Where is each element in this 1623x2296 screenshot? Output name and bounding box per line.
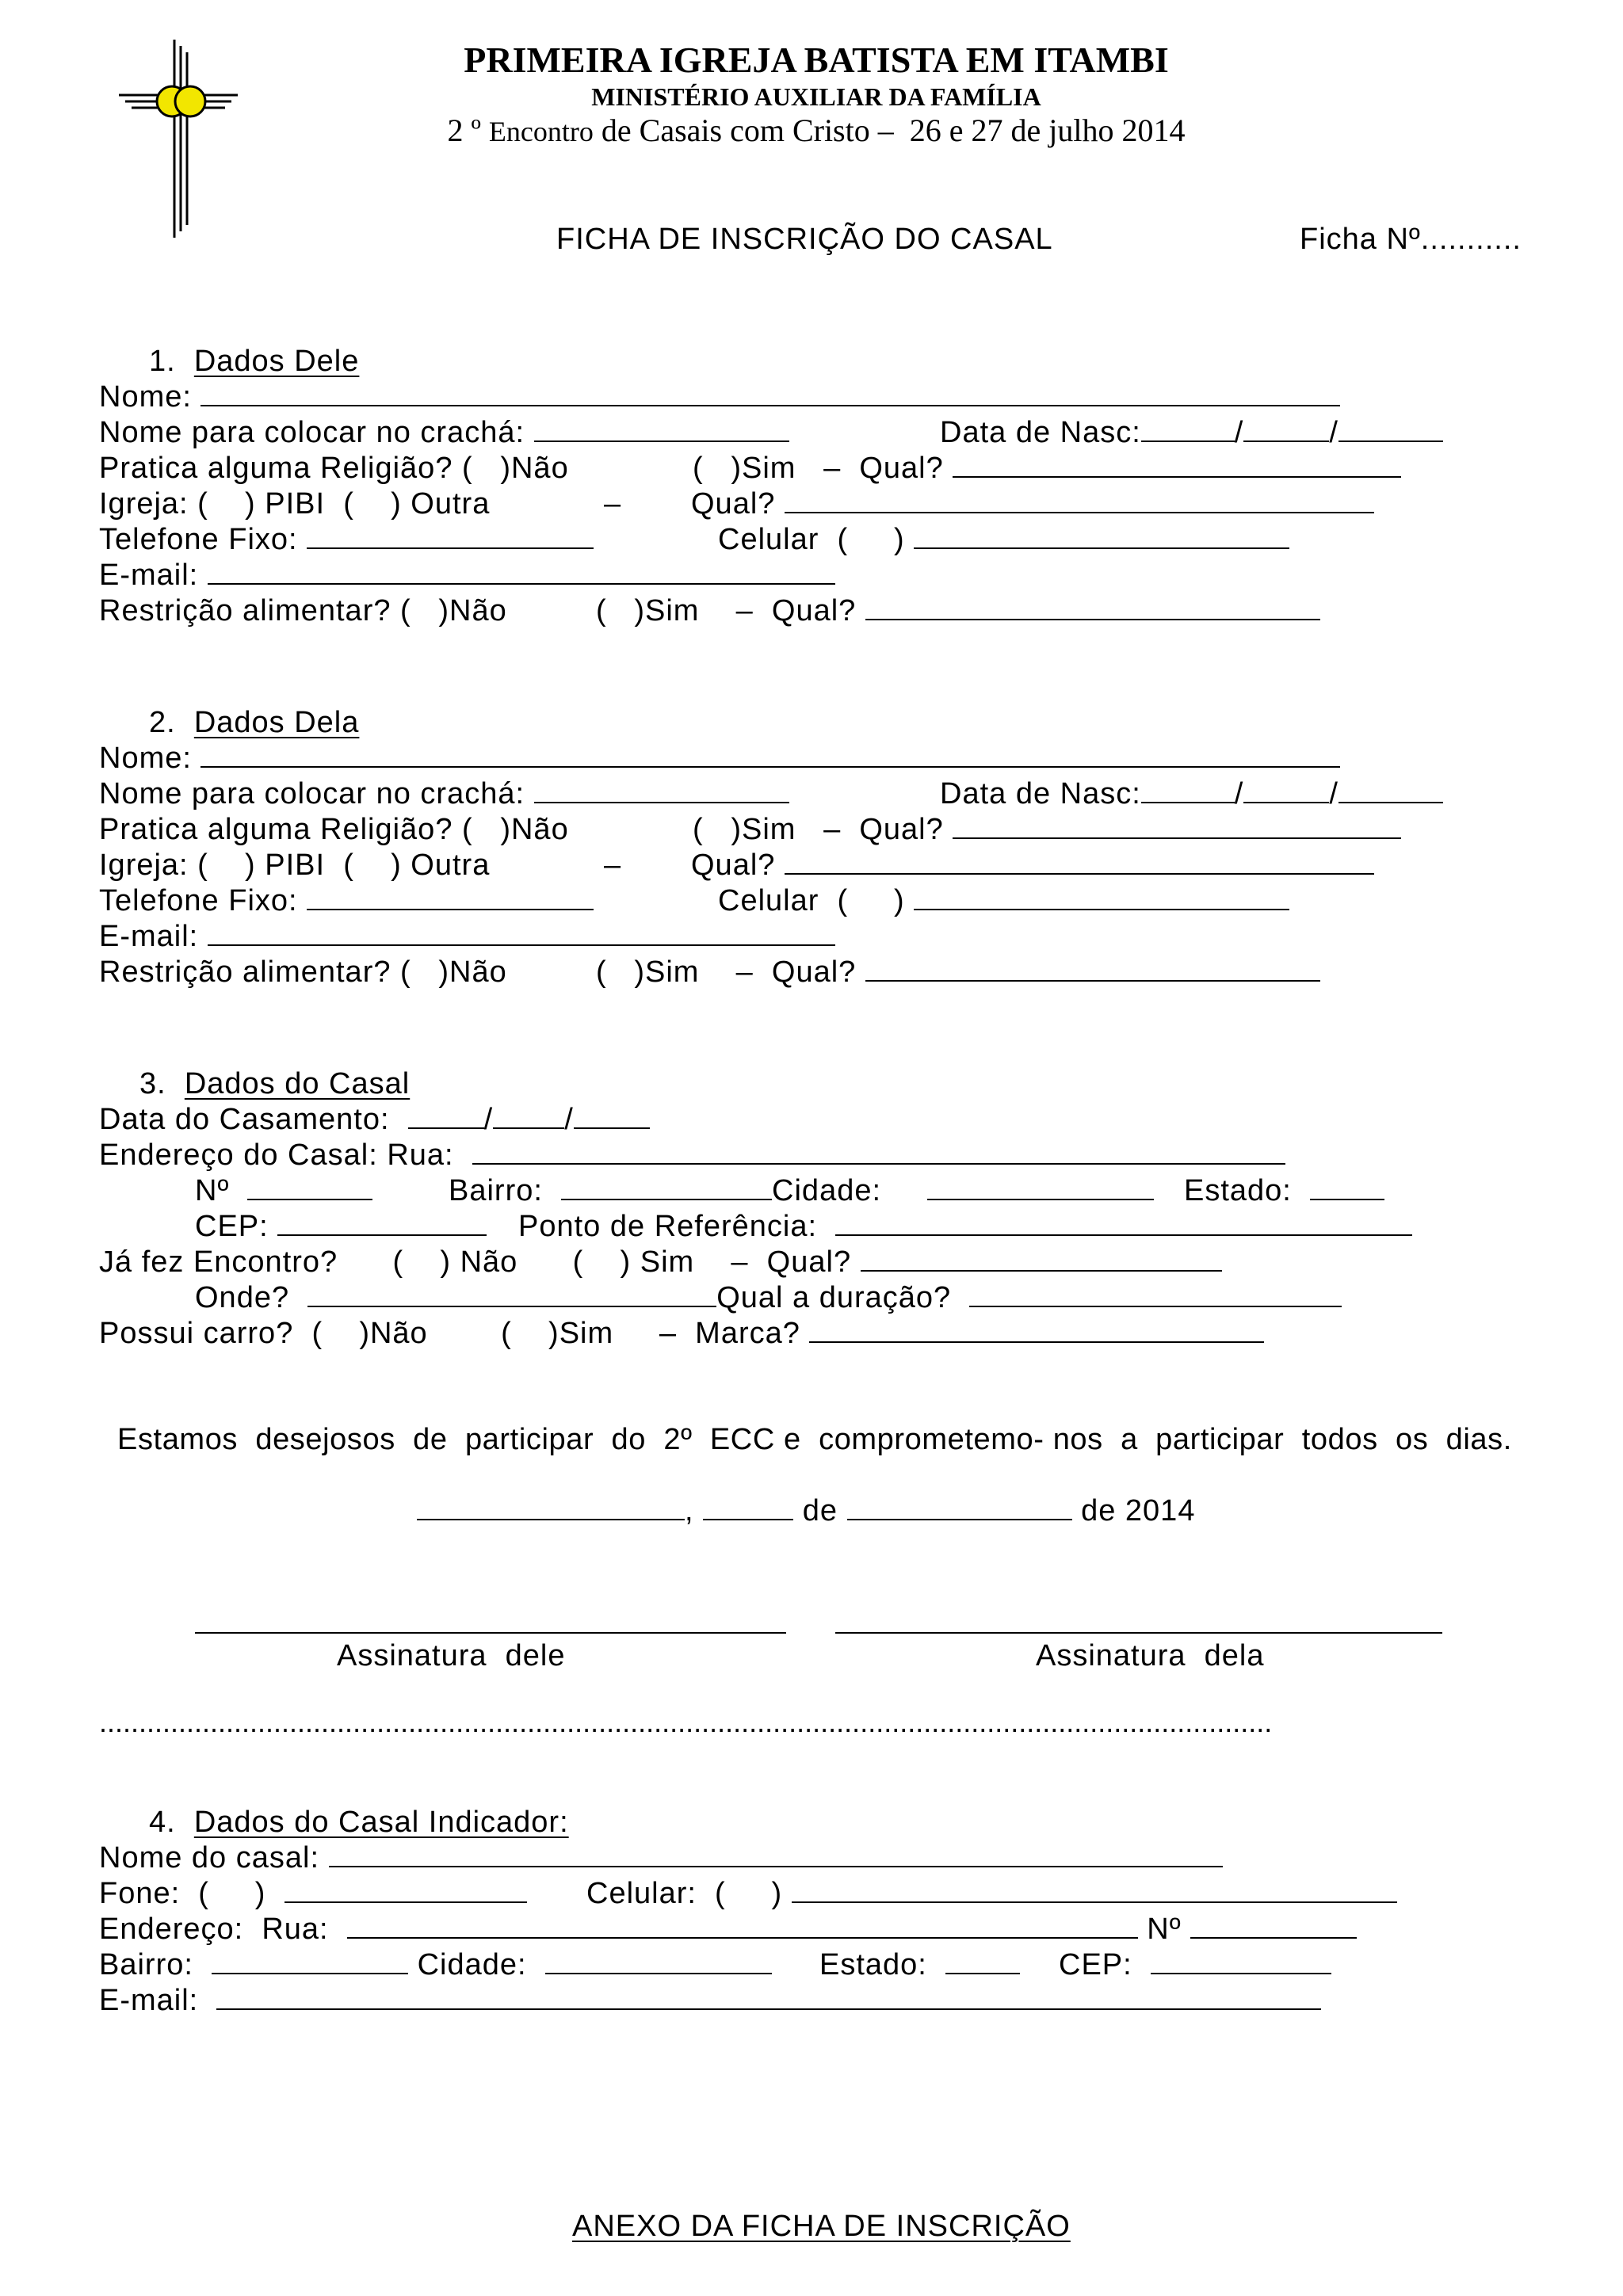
- section-indicador-heading: 4. Dados do Casal Indicador:: [149, 1806, 569, 1839]
- section-dele-heading: 1. Dados Dele: [149, 345, 360, 378]
- dela-religiao-sim: ( )Sim – Qual?: [693, 812, 1401, 847]
- cut-separator: ....................................................................................................................................................: [99, 1706, 1273, 1738]
- casal-referencia-field[interactable]: [835, 1211, 1412, 1236]
- casal-referencia-row: Ponto de Referência:: [518, 1209, 1412, 1244]
- date-month-field[interactable]: [847, 1495, 1072, 1520]
- signature-dela-label: Assinatura dela: [1036, 1639, 1265, 1672]
- casal-estado-row: Estado:: [1184, 1173, 1384, 1208]
- dele-religiao-row: Pratica alguma Religião? ( )Não: [99, 452, 569, 485]
- indicador-cidade-field[interactable]: [545, 1949, 772, 1974]
- indicador-estado-row: Estado:: [819, 1947, 1020, 1982]
- casal-numero-row: Nº: [195, 1173, 372, 1208]
- indicador-endereco-row: Endereço: Rua: Nº: [99, 1912, 1357, 1947]
- dela-telefone-row: Telefone Fixo:: [99, 883, 594, 918]
- indicador-celular-row: Celular: ( ): [586, 1876, 1397, 1911]
- dele-igreja-qual-field[interactable]: [785, 488, 1374, 513]
- casal-marca-field[interactable]: [809, 1318, 1264, 1343]
- dele-restricao-row: Restrição alimentar? ( )Não: [99, 594, 507, 627]
- casal-casamento-month[interactable]: [493, 1104, 564, 1129]
- dela-nasc-day[interactable]: [1141, 778, 1235, 803]
- dela-telefone-field[interactable]: [307, 885, 594, 910]
- dela-nome-field[interactable]: [200, 742, 1340, 768]
- ministry-name: MINISTÉRIO AUXILIAR DA FAMÍLIA: [591, 82, 1041, 111]
- dela-email-field[interactable]: [208, 921, 835, 946]
- casal-bairro-row: Bairro: Cidade:: [449, 1174, 882, 1207]
- dela-cracha-row: Nome para colocar no crachá:: [99, 776, 789, 811]
- dele-nasc-row: Data de Nasc: / /: [940, 415, 1443, 450]
- church-cross-logo: [119, 40, 246, 246]
- dele-nasc-year[interactable]: [1338, 417, 1443, 442]
- dela-celular-row: Celular ( ): [718, 883, 1289, 918]
- indicador-estado-field[interactable]: [945, 1949, 1020, 1974]
- indicador-email-row: E-mail:: [99, 1983, 1321, 2018]
- dela-nasc-year[interactable]: [1338, 778, 1443, 803]
- dela-igreja-qual-field[interactable]: [785, 849, 1374, 875]
- dela-religiao-row: Pratica alguma Religião? ( )Não: [99, 813, 569, 846]
- casal-casamento-day[interactable]: [408, 1104, 484, 1129]
- form-title: FICHA DE INSCRIÇÃO DO CASAL: [556, 223, 1053, 256]
- dele-religiao-qual-field[interactable]: [953, 452, 1401, 478]
- dele-telefone-row: Telefone Fixo:: [99, 522, 594, 557]
- declaration-text: Estamos desejosos de participar do 2º ECC e comprometemo- nos a participar todos os dias.: [117, 1423, 1512, 1456]
- dele-celular-field[interactable]: [914, 524, 1289, 549]
- indicador-nome-row: Nome do casal:: [99, 1840, 1223, 1875]
- ring-right-icon: [175, 86, 205, 116]
- casal-carro-row: Possui carro? ( )Não ( )Sim – Marca?: [99, 1316, 1264, 1351]
- indicador-cep-field[interactable]: [1151, 1949, 1331, 1974]
- casal-encontro-qual-field[interactable]: [861, 1246, 1222, 1272]
- dele-telefone-field[interactable]: [307, 524, 594, 549]
- dele-nome-row: Nome:: [99, 379, 1340, 414]
- casal-cep-row: CEP:: [195, 1209, 487, 1244]
- church-name: PRIMEIRA IGREJA BATISTA EM ITAMBI: [464, 40, 1169, 80]
- casal-casamento-row: Data do Casamento: / /: [99, 1102, 650, 1137]
- dela-restricao-sim: ( )Sim – Qual?: [596, 955, 1320, 990]
- dela-religiao-qual-field[interactable]: [953, 814, 1401, 839]
- date-line: , de de 2014: [417, 1493, 1195, 1528]
- indicador-bairro-field[interactable]: [212, 1949, 408, 1974]
- casal-casamento-year[interactable]: [574, 1104, 650, 1129]
- dela-celular-field[interactable]: [914, 885, 1289, 910]
- casal-estado-field[interactable]: [1310, 1175, 1384, 1200]
- dela-nasc-month[interactable]: [1243, 778, 1329, 803]
- dela-nome-row: Nome:: [99, 741, 1340, 776]
- indicador-numero-field[interactable]: [1190, 1913, 1357, 1939]
- signature-dela-line[interactable]: [835, 1632, 1442, 1634]
- dele-religiao-sim: ( )Sim – Qual?: [693, 451, 1401, 486]
- date-day-field[interactable]: [703, 1495, 793, 1520]
- casal-bairro-field[interactable]: [561, 1175, 772, 1200]
- dele-restricao-qual-field[interactable]: [865, 595, 1320, 620]
- casal-endereco-row: Endereço do Casal: Rua:: [99, 1138, 1285, 1173]
- dele-email-row: E-mail:: [99, 558, 835, 593]
- casal-cep-field[interactable]: [277, 1211, 487, 1236]
- event-subtitle: 2 º Encontro de Casais com Cristo – 26 e 27 de julho 2014: [447, 113, 1186, 148]
- dela-nasc-row: Data de Nasc: / /: [940, 776, 1443, 811]
- casal-cidade-field-wrap: [927, 1173, 1154, 1208]
- dela-igreja-dash: –: [604, 849, 622, 882]
- dele-nasc-day[interactable]: [1141, 417, 1235, 442]
- dele-restricao-sim: ( )Sim – Qual?: [596, 593, 1320, 628]
- casal-duracao-field[interactable]: [969, 1282, 1342, 1307]
- casal-cidade-field[interactable]: [927, 1175, 1154, 1200]
- dele-nome-field[interactable]: [200, 381, 1340, 406]
- indicador-nome-field[interactable]: [329, 1842, 1223, 1867]
- signature-dele-line[interactable]: [195, 1632, 786, 1634]
- section-dela-heading: 2. Dados Dela: [149, 706, 360, 739]
- dele-igreja-dash: –: [604, 487, 622, 521]
- casal-numero-field[interactable]: [247, 1175, 372, 1200]
- casal-onde-field[interactable]: [307, 1282, 716, 1307]
- casal-rua-field[interactable]: [472, 1139, 1285, 1165]
- dele-cracha-field[interactable]: [534, 417, 789, 442]
- annex-title: ANEXO DA FICHA DE INSCRIÇÃO: [572, 2210, 1071, 2243]
- dela-igreja-qual: Qual?: [691, 848, 1374, 883]
- casal-encontro-row: Já fez Encontro? ( ) Não ( ) Sim – Qual?: [99, 1245, 1222, 1280]
- dela-email-row: E-mail:: [99, 919, 835, 954]
- dela-igreja-row: Igreja: ( ) PIBI ( ) Outra: [99, 849, 491, 882]
- dele-igreja-qual: Qual?: [691, 486, 1374, 521]
- indicador-celular-field[interactable]: [792, 1878, 1397, 1903]
- dele-email-field[interactable]: [208, 559, 835, 585]
- indicador-fone-field[interactable]: [285, 1878, 527, 1903]
- dela-restricao-qual-field[interactable]: [865, 956, 1320, 982]
- dela-restricao-row: Restrição alimentar? ( )Não: [99, 955, 507, 989]
- indicador-email-field[interactable]: [216, 1985, 1321, 2010]
- indicador-cep-row: CEP:: [1059, 1947, 1331, 1982]
- dele-cracha-row: Nome para colocar no crachá:: [99, 415, 789, 450]
- indicador-bairro-row: Bairro: Cidade:: [99, 1947, 772, 1982]
- ficha-number: Ficha Nº...........: [1300, 223, 1522, 256]
- signature-dele-label: Assinatura dele: [337, 1639, 566, 1672]
- indicador-fone-row: Fone: ( ): [99, 1876, 527, 1911]
- dele-igreja-row: Igreja: ( ) PIBI ( ) Outra: [99, 487, 491, 521]
- dele-celular-row: Celular ( ): [718, 522, 1289, 557]
- dele-nasc-month[interactable]: [1243, 417, 1329, 442]
- section-casal-heading: 3. Dados do Casal: [139, 1067, 411, 1100]
- dela-cracha-field[interactable]: [534, 778, 789, 803]
- indicador-rua-field[interactable]: [347, 1913, 1138, 1939]
- date-city-field[interactable]: [417, 1495, 685, 1520]
- casal-onde-row: Onde? Qual a duração?: [195, 1280, 1342, 1315]
